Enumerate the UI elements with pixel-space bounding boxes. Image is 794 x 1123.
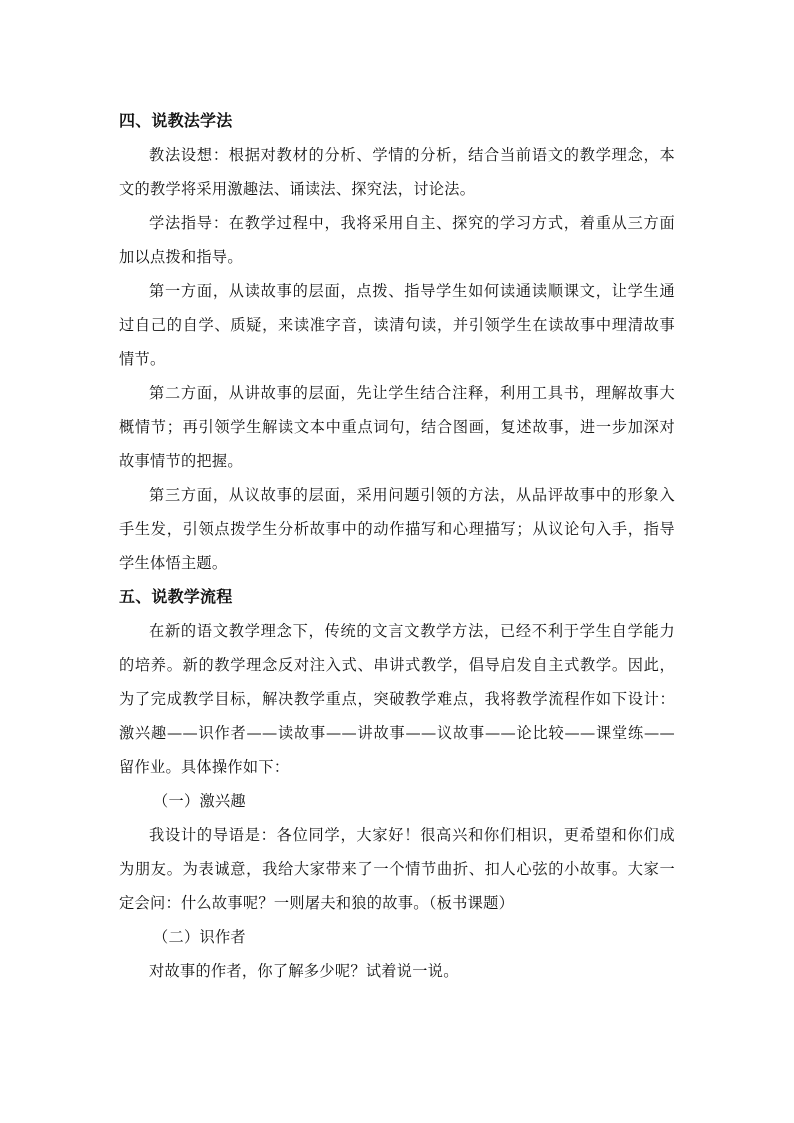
subheading-stimulate-interest: （一）激兴趣 xyxy=(153,792,246,810)
paragraph-teaching-method-plan: 教法设想：根据对教材的分析、学情的分析，结合当前语文的教学理念，本文的教学将采用激趣法、诵读法、探究法，讨论法。 xyxy=(119,146,675,198)
paragraph-author-question: 对故事的作者，你了解多少呢？试着说一说。 xyxy=(149,962,459,980)
paragraph-learning-method-guidance: 学法指导：在教学过程中，我将采用自主、探究的学习方式，着重从三方面加以点拨和指导。 xyxy=(119,214,675,266)
paragraph-second-aspect: 第二方面，从讲故事的层面，先让学生结合注释，利用工具书，理解故事大概情节；再引领学生解读文本中重点词句，结合图画，复述故事，进一步加深对故事情节的把握。 xyxy=(119,384,675,470)
paragraph-first-aspect: 第一方面，从读故事的层面，点拨、指导学生如何读通读顺课文，让学生通过自己的自学、质疑，来读准字音，读清句读，并引领学生在读故事中理清故事情节。 xyxy=(119,282,675,368)
process-flow-text: 激兴趣——识作者——读故事——讲故事——议故事——论比较——课堂练——留作业。具体操作如下： xyxy=(119,724,675,776)
paragraph-process-intro xyxy=(119,614,675,784)
document-body xyxy=(119,104,675,988)
subheading-know-author: （二）识作者 xyxy=(153,928,246,946)
paragraph-third-aspect: 第三方面，从议故事的层面，采用问题引领的方法，从品评故事中的形象入手生发，引领点拨学生分析故事中的动作描写和心理描写；从议论句入手，指导学生体悟主题。 xyxy=(119,486,675,572)
paragraph-introduction-speech: 我设计的导语是：各位同学，大家好！很高兴和你们相识，更希望和你们成为朋友。为表诚意，我给大家带来了一个情节曲折、扣人心弦的小故事。大家一定会问：什么故事呢？一则屠夫和狼的故事。（板书课题） xyxy=(119,826,675,912)
section-heading-teaching-methods: 四、说教法学法 xyxy=(119,111,233,130)
process-intro-text: 在新的语文教学理念下，传统的文言文教学方法，已经不利于学生自学能力的培养。新的教学理念反对注入式、串讲式教学，倡导启发自主式教学。因此，为了完成教学目标，解决教学重点，突破教学难点，我将教学流程作如下设计： xyxy=(119,622,675,708)
section-heading-teaching-process: 五、说教学流程 xyxy=(119,587,233,606)
